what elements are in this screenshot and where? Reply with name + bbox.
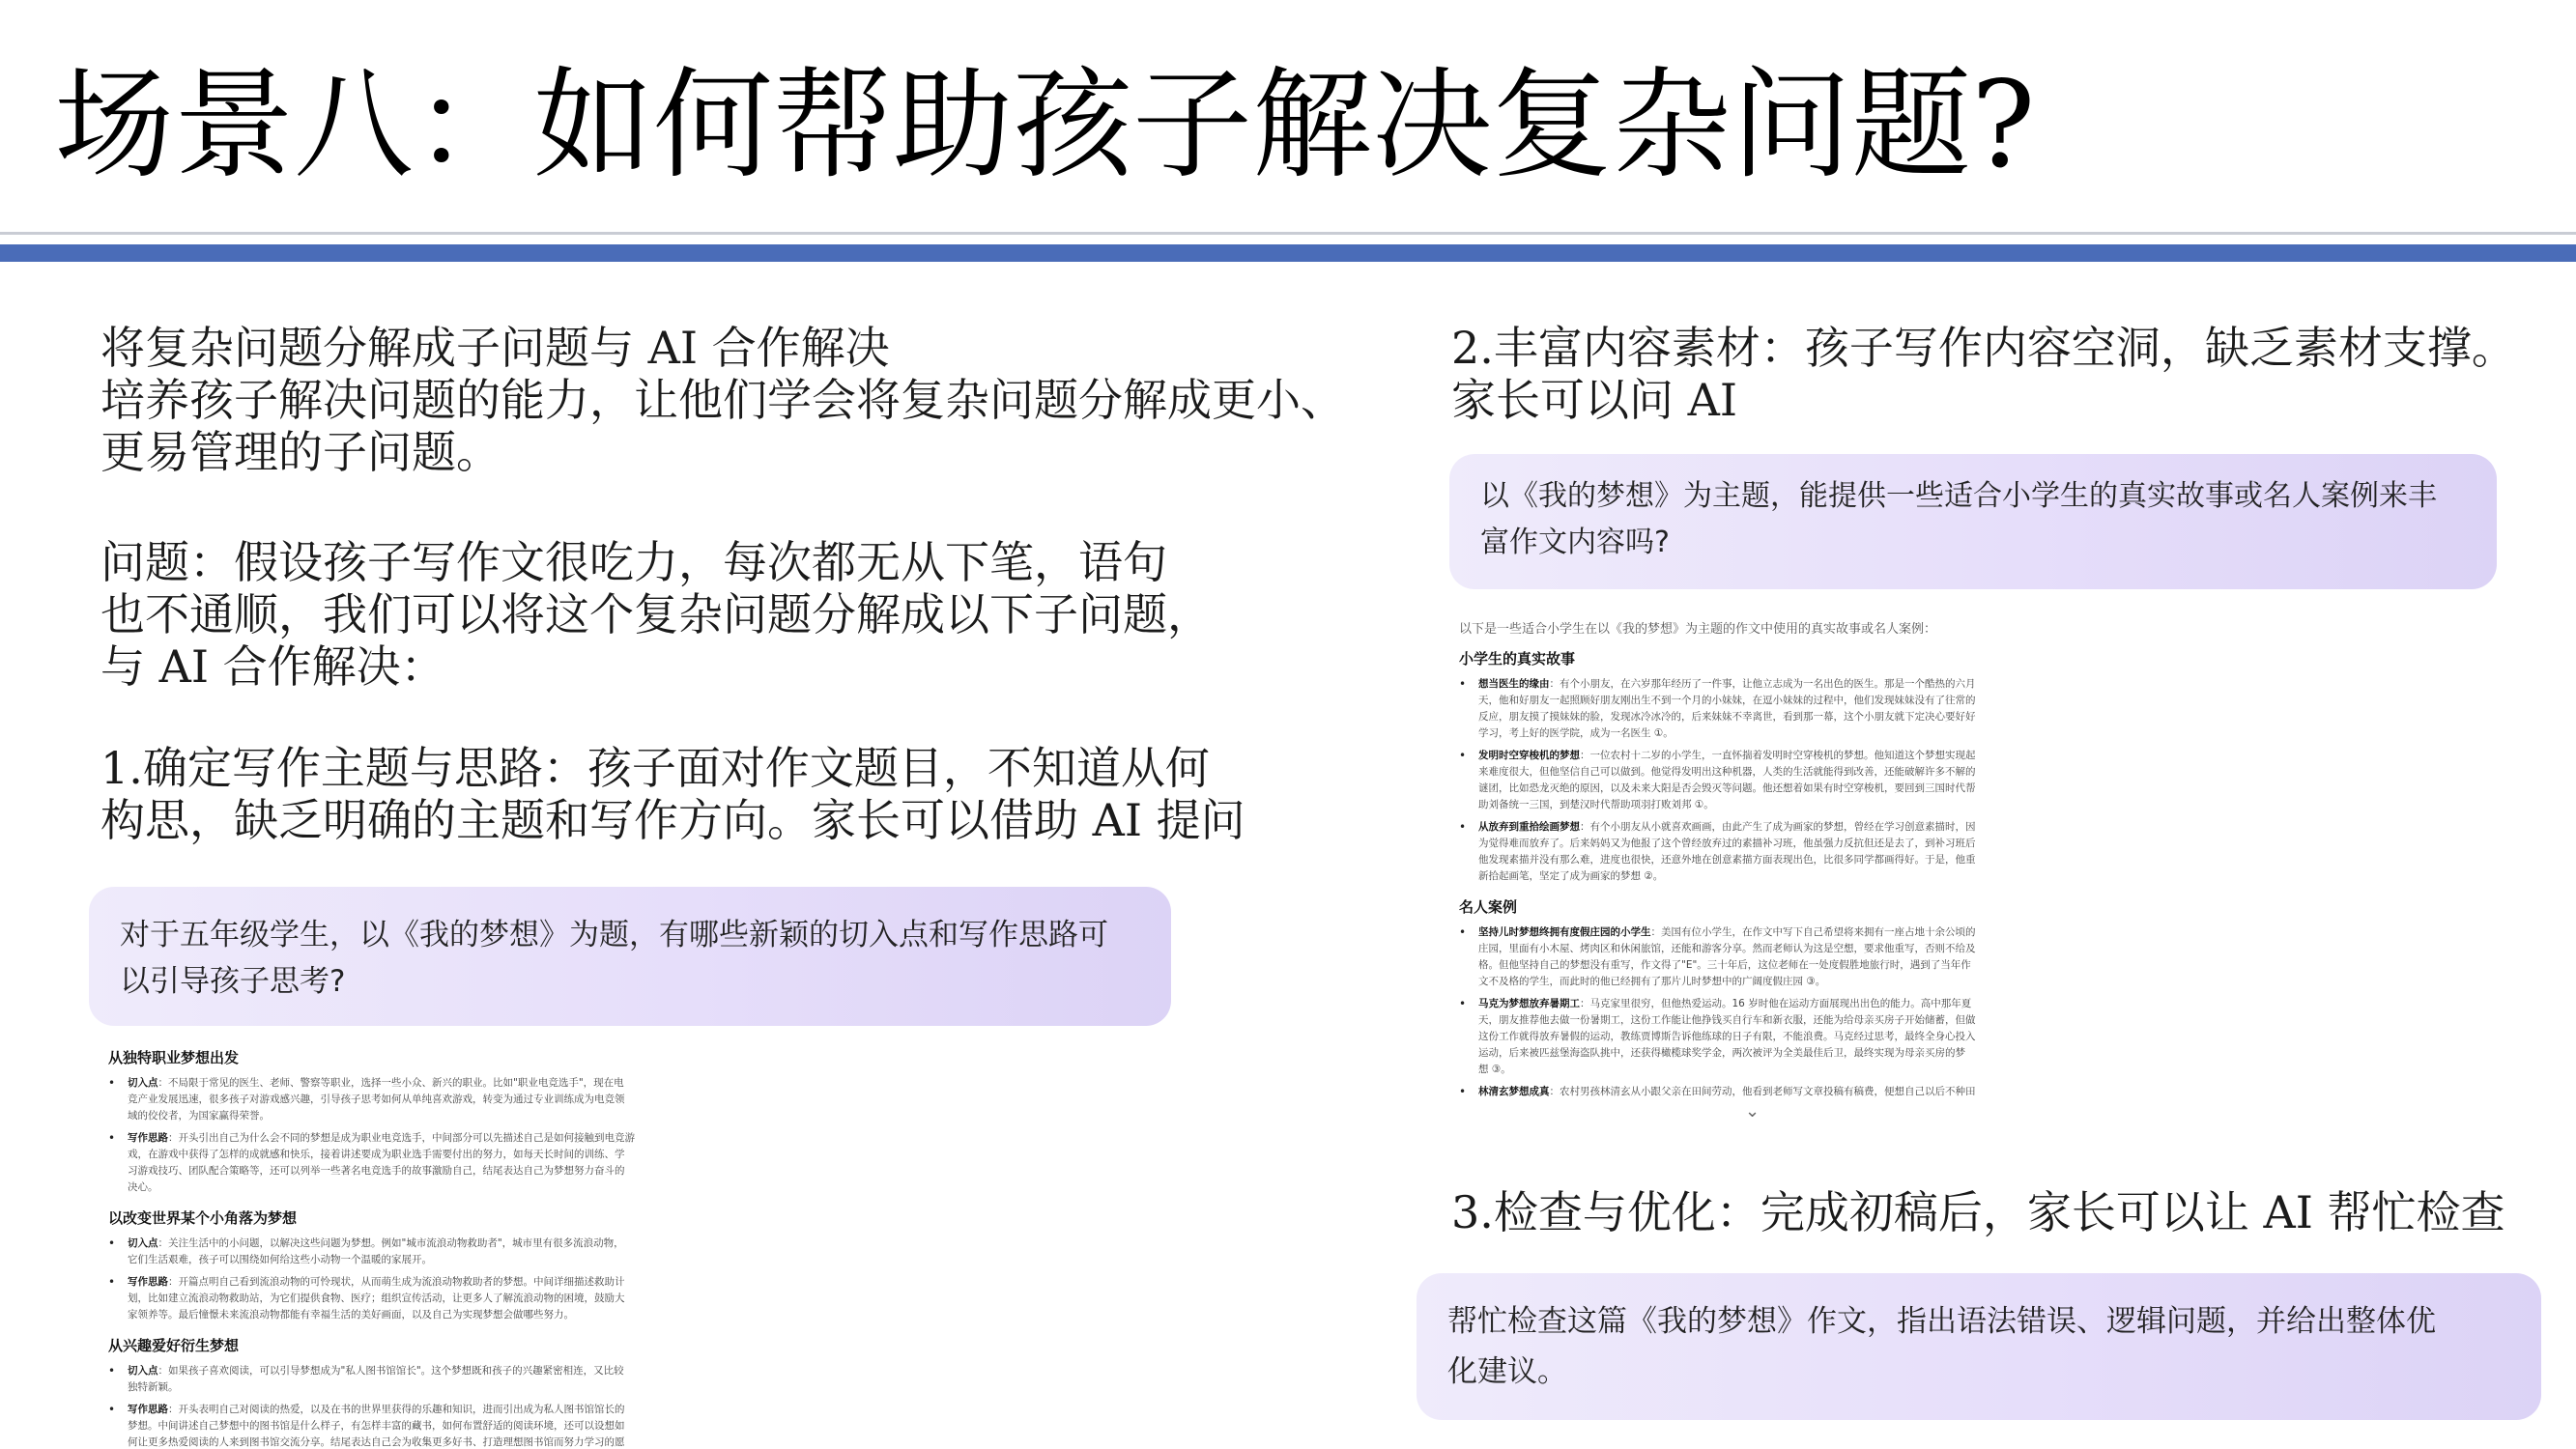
bullet-text-line <box>128 1363 624 1379</box>
text-line: 构思，缺乏明确的主题和写作方向。家长可以借助 AI 提问 <box>100 794 1245 846</box>
bullet-text-line <box>128 1379 624 1396</box>
bullet-key: 发明时空穿梭机的梦想 <box>1478 750 1580 761</box>
step-2-paragraph <box>1451 322 2516 426</box>
bullet-dot-icon: • <box>1459 677 1467 691</box>
text-line: 与 AI 合作解决： <box>100 640 445 693</box>
bullet-dot-icon: • <box>1459 925 1467 939</box>
bullet-body <box>1478 676 1976 742</box>
text-line: 富作文内容吗? <box>1480 526 1670 559</box>
problem-paragraph <box>100 536 1212 693</box>
bullet-text-line <box>128 1092 625 1108</box>
answer-bullet-item <box>108 1274 688 1323</box>
prompt-text <box>1447 1296 2436 1397</box>
bullet-key: 切入点 <box>128 1365 158 1377</box>
bullet-text-line <box>1478 1029 1976 1045</box>
answer-section-heading: 从独特职业梦想出发 <box>108 1049 240 1066</box>
bullet-key: 写作思路 <box>128 1404 168 1415</box>
answer-bullet-item <box>108 1236 688 1268</box>
bullet-text: ：开头表明自己对阅读的热爱，以及在书的世界里获得的乐趣和知识，进而引出成为私人图书馆馆长的 <box>168 1404 625 1415</box>
bullet-body <box>128 1130 635 1196</box>
bullet-text-line <box>128 1291 625 1307</box>
text-line: 2.丰富内容素材：孩子写作内容空洞，缺乏素材支撑。 <box>1451 322 2516 374</box>
step-3-paragraph <box>1451 1186 2505 1238</box>
bullet-text: 域的佼佼者，为国家赢得荣誉。 <box>128 1110 270 1122</box>
prompt-bubble-2 <box>1449 454 2497 589</box>
bullet-text: 独特新颖。 <box>128 1381 179 1393</box>
bullet-text: 天，他和好朋友一起照顾好朋友刚出生不到一个月的小妹妹，在逗小妹妹的过程中，他们发现妹妹没有了往常的 <box>1478 695 1976 706</box>
bullet-body <box>1478 1084 1976 1100</box>
bullet-key: 切入点 <box>128 1077 158 1089</box>
text-line: 也不通顺，我们可以将这个复杂问题分解成以下子问题， <box>100 588 1212 640</box>
bullet-text-line <box>128 1147 635 1163</box>
bullet-text: 竞产业发展迅速，很多孩子对游戏感兴趣，引导孩子思考如何从单纯喜欢游戏，转变为通过专业训练成为电竞领 <box>128 1094 625 1105</box>
bullet-text: 想 ③。 <box>1478 1064 1511 1075</box>
bullet-key: 写作思路 <box>128 1276 168 1288</box>
prompt-bubble-3 <box>1417 1273 2541 1420</box>
bullet-text: ：马克家里很穷，但他热爱运动。16 岁时他在运动方面展现出出色的能力。高中那年夏 <box>1580 998 1972 1009</box>
text-line: 将复杂问题分解成子问题与 AI 合作解决 <box>100 322 890 374</box>
bullet-text: 他发现素描并没有那么难，进度也很快，还意外地在创意素描方面表现出色，比很多同学都画得好。于是，他重 <box>1478 854 1976 866</box>
intro-paragraph <box>100 322 1345 478</box>
bullet-dot-icon: • <box>108 1364 116 1378</box>
answer-bullet-item <box>1459 924 2058 990</box>
bullet-text-line <box>1478 781 1976 797</box>
text-line: 1.确定写作主题与思路：孩子面对作文题目，不知道从何 <box>100 742 1210 794</box>
answer-section-heading: 从兴趣爱好衍生梦想 <box>108 1337 240 1354</box>
bullet-text-line <box>1478 1084 1976 1100</box>
bullet-text-line <box>1478 797 1976 813</box>
bullet-text-line <box>128 1108 625 1124</box>
bullet-body <box>1478 748 1976 813</box>
text-line: 更易管理的子问题。 <box>100 426 501 478</box>
text-line: 帮忙检查这篇《我的梦想》作文，指出语法错误、逻辑问题，并给出整体优 <box>1447 1304 2436 1339</box>
bullet-text-line <box>1478 693 1976 709</box>
bullet-body <box>128 1274 625 1323</box>
bullet-text: ：如果孩子喜欢阅读，可以引导梦想成为"私人图书馆馆长"。这个梦想既和孩子的兴趣紧密相连，又比较 <box>157 1365 624 1377</box>
bullet-text: 梦想。中间讲述自己梦想中的图书馆是什么样子，有怎样丰富的藏书，如何布置舒适的阅读环境，还可以设想如 <box>128 1420 625 1432</box>
bullet-body <box>1478 924 1976 990</box>
bullet-text: 划，比如建立流浪动物救助站，为它们提供食物、医疗；组织宣传活动，让更多人了解流浪动物的困境，鼓励大 <box>128 1293 625 1304</box>
bullet-dot-icon: • <box>108 1131 116 1145</box>
bullet-text-line <box>128 1130 635 1147</box>
bullet-text-line <box>128 1274 625 1291</box>
bullet-text-line <box>128 1236 624 1252</box>
answer-bullet-item <box>1459 996 2058 1078</box>
bullet-key: 想当医生的缘由 <box>1478 678 1550 690</box>
text-line: 3.检查与优化：完成初稿后，家长可以让 AI 帮忙检查 <box>1451 1186 2505 1238</box>
answer-bullet-item <box>108 1130 688 1196</box>
ai-answer-snippet-1 <box>108 1036 688 1449</box>
bullet-text-line <box>1478 1045 1976 1062</box>
bullet-text: ：农村男孩林清玄从小跟父亲在田间劳动，他看到老师写文章投稿有稿费，便想自己以后不种田 <box>1549 1086 1976 1097</box>
bullet-text-line <box>128 1418 625 1435</box>
answer-bullet-item <box>108 1402 688 1449</box>
bullet-text-line <box>1478 974 1976 990</box>
answer-bullet-item <box>1459 1084 2058 1100</box>
scroll-down-icon[interactable]: ⌄ <box>1745 1101 1760 1122</box>
bullet-text: ：一位农村十二岁的小学生，一直怀揣着发明时空穿梭机的梦想。他知道这个梦想实现起 <box>1580 750 1976 761</box>
bullet-key: 从放弃到重拾绘画梦想 <box>1478 821 1580 833</box>
bullet-text-line <box>128 1252 624 1268</box>
bullet-text: 习游戏技巧、团队配合策略等，还可以列举一些著名电竞选手的故事激励自己，结尾表达自己为梦想努力奋斗的 <box>128 1165 625 1177</box>
bullet-key: 马克为梦想放弃暑期工 <box>1478 998 1580 1009</box>
bullet-text: ：有个小朋友，在六岁那年经历了一件事，让他立志成为一名出色的医生。那是一个酷热的六月 <box>1549 678 1976 690</box>
answer-bullet-item <box>1459 676 2058 742</box>
text-line: 以引导孩子思考? <box>120 964 346 999</box>
bullet-text: ：关注生活中的小问题，以解决这些问题为梦想。例如"城市流浪动物救助者"，城市里有很多流浪动物， <box>157 1237 624 1249</box>
bullet-text-line <box>128 1307 625 1323</box>
text-line: 家长可以问 AI <box>1451 374 1738 426</box>
bullet-text: 为觉得难而放弃了。后来妈妈又为他报了这个曾经放弃过的素描补习班，他虽强力反抗但还是去了，到补习班后 <box>1478 838 1976 849</box>
bullet-text-line <box>128 1402 625 1418</box>
bullet-text-line <box>1478 957 1976 974</box>
bullet-text: ：美国有位小学生，在作文中写下自己希望将来拥有一座占地十余公顷的 <box>1650 926 1976 938</box>
bullet-text: 天，朋友推荐他去做一份暑期工，这份工作能让他挣钱买自行车和新衣服，还能为给母亲买房子开始储蓄，但做 <box>1478 1014 1976 1026</box>
text-line: 问题：假设孩子写作文很吃力，每次都无从下笔，语句 <box>100 536 1167 588</box>
bullet-text: 助刘备统一三国，到楚汉时代帮助项羽打败刘邦 ①。 <box>1478 799 1714 810</box>
bullet-text: 反应，朋友摸了摸妹妹的脸，发现冰冷冰冷的，后来妹妹不幸离世，看到那一幕，这个小朋友就下定决心要好好 <box>1478 711 1976 723</box>
bullet-body <box>128 1402 625 1449</box>
bullet-text-line <box>1478 764 1976 781</box>
answer-bullet-item <box>108 1075 688 1124</box>
bullet-body <box>1478 996 1976 1078</box>
text-line: 化建议。 <box>1447 1354 1567 1389</box>
bullet-dot-icon: • <box>1459 997 1467 1010</box>
bullet-body <box>128 1236 624 1268</box>
bullet-text: ：开篇点明自己看到流浪动物的可怜现状，从而萌生成为流浪动物救助者的梦想。中间详细描述救助计 <box>168 1276 625 1288</box>
bullet-dot-icon: • <box>1459 820 1467 834</box>
answer-intro: 以下是一些适合小学生在以《我的梦想》为主题的作文中使用的真实故事或名人案例： <box>1459 622 1937 637</box>
bullet-dot-icon: • <box>108 1275 116 1289</box>
bullet-text-line <box>1478 725 1976 742</box>
prompt-text <box>120 912 1108 1005</box>
bullet-text: 这份工作就得放弃暑假的运动，教练贾博斯告诉他练球的日子有限，不能浪费。马克经过思考，最终全身心投入 <box>1478 1031 1976 1042</box>
bullet-text-line <box>1478 676 1976 693</box>
bullet-key: 坚持儿时梦想终拥有度假庄园的小学生 <box>1478 926 1651 938</box>
bullet-key: 林清玄梦想成真 <box>1478 1086 1550 1097</box>
text-line: 对于五年级学生，以《我的梦想》为题，有哪些新颖的切入点和写作思路可 <box>120 918 1108 952</box>
bullet-text-line <box>1478 924 1976 941</box>
bullet-key: 写作思路 <box>128 1132 168 1144</box>
bullet-text: 谜团，比如恐龙灭绝的原因，以及未来大阳是否会毁灭等问题。他还想着如果有时空穿梭机，要回到三国时代帮 <box>1478 782 1976 794</box>
bullet-body <box>128 1075 625 1124</box>
bullet-text: 来难度很大，但他坚信自己可以做到。他觉得发明出这种机器，人类的生活就能得到改善，还能破解许多不解的 <box>1478 766 1976 778</box>
prompt-text <box>1480 473 2437 566</box>
bullet-text: 文不及格的学生，而此时的他已经拥有了那片儿时梦想中的广阔度假庄园 ③。 <box>1478 976 1826 987</box>
bullet-body <box>1478 819 1976 885</box>
bullet-text: 庄园，里面有小木屋、烤肉区和休闲旅馆，还能和游客分享。然而老师认为这是空想，要求他重写，否则不给及 <box>1478 943 1976 954</box>
bullet-text: 戏，在游戏中获得了怎样的成就感和快乐，接着讲述要成为职业选手需要付出的努力，如每天长时间的训练、学 <box>128 1149 625 1160</box>
bullet-text-line <box>1478 748 1976 764</box>
bullet-text-line <box>1478 1062 1976 1078</box>
bullet-text-line <box>128 1435 625 1449</box>
bullet-dot-icon: • <box>108 1076 116 1090</box>
bullet-text: 它们生活艰难，孩子可以围绕如何给这些小动物一个温暖的家展开。 <box>128 1254 432 1265</box>
bullet-text-line <box>128 1163 635 1179</box>
answer-section-heading: 以改变世界某个小角落为梦想 <box>108 1209 298 1227</box>
answer-section-heading: 名人案例 <box>1459 898 1518 916</box>
bullet-text: 运动，后来被匹兹堡海盗队挑中，还获得橄榄球奖学金，两次被评为全美最佳后卫，最终实现为母亲买房的梦 <box>1478 1047 1965 1059</box>
bullet-text-line <box>1478 709 1976 725</box>
bullet-text-line <box>1478 868 1976 885</box>
bullet-dot-icon: • <box>1459 749 1467 762</box>
slide-title: 场景八：如何帮助孩子解决复杂问题? <box>54 56 2036 195</box>
answer-section-heading: 小学生的真实故事 <box>1459 650 1576 668</box>
bullet-text-line <box>1478 852 1976 868</box>
bullet-text-line <box>1478 836 1976 852</box>
bullet-text: 新拾起画笔，坚定了成为画家的梦想 ②。 <box>1478 870 1664 882</box>
bullet-body <box>128 1363 624 1396</box>
bullet-dot-icon: • <box>108 1403 116 1416</box>
bullet-text: ：开头引出自己为什么会不同的梦想是成为职业电竞选手，中间部分可以先描述自己是如何接触到电竞游 <box>168 1132 635 1144</box>
bullet-text-line <box>1478 941 1976 957</box>
bullet-text: ：有个小朋友从小就喜欢画画，由此产生了成为画家的梦想，曾经在学习创意素描时，因 <box>1580 821 1976 833</box>
bullet-text: ：不局限于常见的医生、老师、警察等职业，选择一些小众、新兴的职业。比如"职业电竞选手"，现在电 <box>157 1077 624 1089</box>
bullet-text-line <box>1478 1012 1976 1029</box>
bullet-text-line <box>1478 819 1976 836</box>
bullet-text: 格。但他坚持自己的梦想没有重写，作文得了"E"。三十年后，这位老师在一处度假胜地旅行时，遇到了当年作 <box>1478 959 1971 971</box>
bullet-text-line <box>128 1075 625 1092</box>
bullet-text: 何让更多热爱阅读的人来到图书馆交流分享。结尾表达自己会为收集更多好书、打造理想图书馆而努力学习的愿 <box>128 1436 625 1448</box>
bullet-text: 学习，考上好的医学院，成为一名医生 ①。 <box>1478 727 1674 739</box>
text-line: 培养孩子解决问题的能力，让他们学会将复杂问题分解成更小、 <box>100 374 1345 426</box>
bullet-key: 切入点 <box>128 1237 158 1249</box>
answer-bullet-item <box>1459 819 2058 885</box>
title-accent-bar <box>0 244 2576 262</box>
answer-bullet-item <box>1459 748 2058 813</box>
bullet-text-line <box>1478 996 1976 1012</box>
bullet-text: 决心。 <box>128 1181 158 1193</box>
title-divider-line <box>0 232 2576 235</box>
prompt-bubble-1 <box>89 887 1171 1026</box>
step-1-paragraph <box>100 742 1245 846</box>
bullet-text-line <box>128 1179 635 1196</box>
answer-bullet-item <box>108 1363 688 1396</box>
bullet-text: 家领养等。最后憧憬未来流浪动物都能有幸福生活的美好画面，以及自己为实现梦想会做哪些努力。 <box>128 1309 574 1321</box>
bullet-dot-icon: • <box>108 1236 116 1250</box>
ai-answer-snippet-2 <box>1459 618 2058 1132</box>
bullet-dot-icon: • <box>1459 1085 1467 1098</box>
text-line: 以《我的梦想》为主题，能提供一些适合小学生的真实故事或名人案例来丰 <box>1480 479 2437 513</box>
